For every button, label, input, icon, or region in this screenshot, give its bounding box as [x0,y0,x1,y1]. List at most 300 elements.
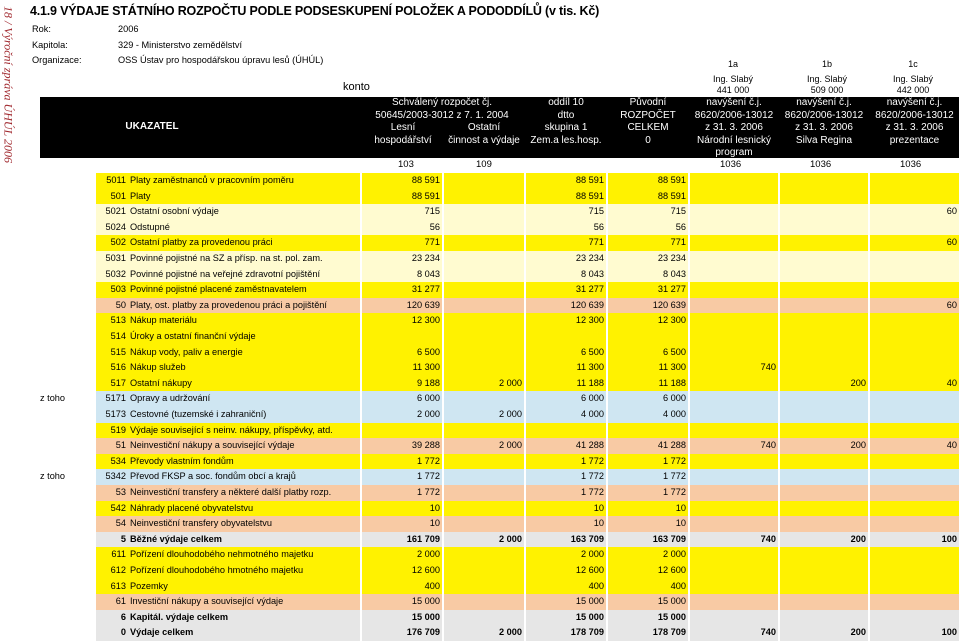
cell-c103: 88 591 [411,175,440,185]
cell-a [690,579,776,595]
oddil-line4: Zem.a les.hosp. [530,134,602,146]
table-row [40,407,959,423]
cell-c103: 11 300 [412,362,440,373]
cell-puv: 12 300 [657,315,686,326]
row-label: Neinvestiční transfery obyvatelstvu [130,518,272,529]
row-code: 501 [110,190,126,201]
row-label: Neinvestiční nákupy a související výdaje [130,440,295,451]
cell-b [780,579,866,595]
cell-c109 [444,610,522,626]
cell-a [690,547,776,563]
cell-c: 40 [946,377,957,388]
cell-c [870,501,957,517]
row-code: 502 [110,237,126,248]
row-code: 5031 [105,253,126,263]
row-label: Nákup materiálu [130,315,197,326]
cell-c109 [444,579,522,595]
row-prefix [40,376,84,392]
cell-c103: 1 772 [417,455,440,466]
cell-a [690,220,776,236]
cell-b [780,235,866,251]
row-code: 5024 [105,221,126,232]
col-1a-line2: 8620/2006-13012 [694,109,774,121]
row-label: Neinvestiční transfery a některé další platby rozp. [130,487,332,497]
row-prefix [40,501,84,517]
meta-key: Rok: [32,24,51,34]
row-label: Pozemky [130,580,168,591]
row-prefix [40,423,84,439]
cell-b [780,469,866,485]
cell-c103: 2 000 [417,409,440,419]
cell-oddil: 120 639 [570,299,604,310]
col-1c-id: 1c [908,59,918,69]
row-prefix [40,173,84,189]
cell-oddil: 31 277 [575,284,604,295]
cell-oddil: 10 [593,502,604,513]
table-row [40,298,959,314]
cell-c [870,282,957,298]
table-row [40,360,959,376]
col-1a-line1: navýšení č.j. [706,97,762,108]
oddil-header [526,97,606,147]
row-label: Výdaje celkem [130,627,194,638]
cell-b: 200 [850,533,866,544]
cell-b [780,204,866,220]
cell-oddil: 4 000 [581,409,604,419]
table-row [40,423,959,439]
cell-c109: 2 000 [499,440,522,451]
row-code: 542 [110,502,126,513]
row-code: 5171 [105,393,126,404]
cell-a: 740 [760,627,776,638]
cell-c109 [444,485,522,501]
cell-c103: 15 000 [411,596,440,607]
cell-b [780,563,866,579]
col-1b-amount: 509 000 [810,85,844,95]
cell-oddil: 1 772 [581,471,604,482]
row-label: Ostatní osobní výdaje [130,206,219,217]
col-1b-name: Ing. Slabý [806,74,848,84]
row-code: 534 [110,455,126,466]
puvodni-line3: CELKEM [627,122,669,133]
table-row [40,235,959,251]
row-label: Odstupné [130,221,170,232]
row-label: Povinné pojistné na SZ a přísp. na st. pol. zam. [130,253,323,263]
konto-label: konto [343,81,370,93]
cell-oddil: 10 [593,518,604,529]
cell-puv: 10 [675,518,686,529]
side-caption [0,0,16,568]
meta-row [32,38,951,54]
cell-c109 [444,360,522,376]
cell-c103: 400 [424,580,440,591]
cell-b [780,360,866,376]
cell-c [870,485,957,501]
cell-puv: 12 600 [657,565,686,575]
cell-b [780,610,866,626]
row-code: 5032 [105,268,126,279]
cell-a [690,407,776,423]
cell-c109 [444,594,522,610]
row-label: Ostatní platby za provedenou práci [130,237,273,248]
row-prefix [40,282,84,298]
cell-c109 [444,189,522,205]
cell-c [870,360,957,376]
page-title: 4.1.9 VÝDAJE STÁTNÍHO ROZPOČTU PODLE PODSESKUPENÍ POLOŽEK A PODODDÍLŮ (v tis. Kč) [30,4,600,18]
row-prefix [40,516,84,532]
row-label: Běžné výdaje celkem [130,533,222,544]
col-1a-line4: Národní lesnický [697,134,771,146]
row-prefix [40,189,84,205]
cell-a [690,501,776,517]
meta-key: Organizace: [32,55,82,66]
row-prefix [40,235,84,251]
cell-puv: 23 234 [657,253,686,263]
cell-c [870,407,957,423]
row-prefix [40,329,84,345]
cell-c109 [444,220,522,236]
cell-a [690,329,776,345]
cell-c109 [444,298,522,314]
row-prefix [40,485,84,501]
row-prefix [40,298,84,314]
code-109: 109 [476,159,492,170]
cell-a [690,563,776,579]
cell-c [870,454,957,470]
cell-oddil: 12 600 [575,565,604,575]
row-prefix [40,313,84,329]
row-prefix [40,345,84,361]
cell-c109: 2 000 [499,627,522,638]
cell-oddil [526,329,604,345]
cell-a [690,298,776,314]
row-code: 5011 [106,175,126,185]
ostatni-line1: Ostatní [467,122,501,133]
cell-b [780,313,866,329]
cell-puv: 88 591 [657,175,686,185]
cell-c109 [444,329,522,345]
cell-c109 [444,501,522,517]
cell-oddil: 11 300 [576,362,604,373]
table-row [40,189,959,205]
cell-c [870,329,957,345]
cell-c [870,610,957,626]
oddil-line3: skupina 1 [544,122,588,133]
row-code: 611 [111,549,126,560]
col-1a-header [690,97,778,160]
row-prefix [40,532,84,548]
table-row [40,485,959,501]
col-1b-line4: Silva Regina [795,134,853,146]
row-code: 51 [115,440,126,451]
col-1b-header [780,97,868,147]
row-prefix: z toho [40,471,66,482]
col-1c-name: Ing. Slabý [892,74,934,84]
cell-puv: 771 [670,237,686,248]
col-1b-line3: z 31. 3. 2006 [795,122,853,133]
schvaleny-line1: Schválený rozpočet čj. [391,97,493,108]
oddil-line1: oddíl 10 [548,97,584,108]
table-row [40,438,959,454]
cell-puv: 41 288 [657,440,686,451]
cell-c109 [444,251,522,267]
cell-puv: 1 772 [663,487,686,497]
schvaleny-line2: 50645/2003-3012 z 7. 1. 2004 [375,109,509,121]
table-row [40,501,959,517]
cell-b [780,391,866,407]
cell-oddil: 88 591 [575,175,604,185]
cell-c [870,579,957,595]
cell-b [780,329,866,345]
row-label: Pořízení dlouhodobého hmotného majetku [130,565,304,575]
schvaleny-header [362,97,522,122]
row-prefix [40,267,84,283]
row-prefix [40,563,84,579]
meta-key: Kapitola: [32,39,68,50]
cell-puv: 163 709 [652,533,686,544]
row-label: Platy zaměstnanců v pracovním poměru [130,175,294,185]
table-row [40,204,959,220]
row-label: Převod FKSP a soc. fondům obcí a krajů [130,471,296,482]
cell-a [690,204,776,220]
cell-puv: 11 188 [658,377,686,388]
cell-a [690,610,776,626]
col-1b-head [802,59,852,96]
table-row [40,610,959,626]
row-prefix [40,220,84,236]
cell-b [780,251,866,267]
row-code: 5021 [105,206,126,217]
row-label: Náhrady placené obyvatelstvu [130,502,254,513]
cell-b [780,516,866,532]
cell-a: 740 [760,362,776,373]
puvodni-header [608,97,688,147]
cell-c103: 88 591 [411,190,440,201]
table-row [40,594,959,610]
cell-oddil: 771 [588,237,604,248]
cell-c: 100 [941,627,957,638]
col-1c-amount: 442 000 [896,85,930,95]
row-code: 50 [115,299,126,310]
code-row [40,158,959,171]
col-1a-amount: 441 000 [716,85,750,95]
cell-c109 [444,516,522,532]
row-prefix [40,547,84,563]
cell-c: 60 [946,237,957,248]
table-row [40,391,959,407]
cell-b [780,189,866,205]
cell-c109 [444,345,522,361]
cell-c [870,251,957,267]
row-prefix [40,610,84,626]
cell-b [780,501,866,517]
cell-c [870,516,957,532]
cell-c109 [444,391,522,407]
cell-c103: 2 000 [417,549,440,560]
puvodni-line2: ROZPOČET [620,109,676,121]
col-1a-id: 1a [727,59,738,69]
row-code: 514 [110,331,126,341]
cell-oddil: 23 234 [575,253,604,263]
row-label: Pořízení dlouhodobého nehmotného majetku [130,549,314,560]
cell-a [690,267,776,283]
cell-b [780,298,866,314]
row-code: 0 [120,627,126,638]
ostatni-line2: činnost a výdaje [448,134,520,146]
cell-a [690,391,776,407]
cell-c103: 10 [429,502,440,513]
row-prefix [40,360,84,376]
cell-oddil: 6 500 [581,346,604,357]
table-row [40,313,959,329]
cell-b [780,423,866,439]
cell-oddil: 15 000 [575,596,604,607]
cell-puv: 715 [670,206,686,217]
cell-a [690,376,776,392]
cell-c109: 2 000 [499,409,522,419]
table-row [40,469,959,485]
cell-c: 60 [946,299,957,310]
cell-c103: 1 772 [417,471,440,482]
col-1c-line3: z 31. 3. 2006 [885,122,944,133]
table-row [40,251,959,267]
col-1c-line1: navýšení č.j. [886,97,943,108]
row-code: 5342 [105,471,126,482]
cell-a [690,594,776,610]
puvodni-line4: 0 [645,134,651,146]
code-103: 103 [398,159,414,170]
table-row [40,376,959,392]
cell-oddil: 12 300 [575,315,604,326]
cell-a [690,282,776,298]
cell-c103: 6 000 [417,393,440,404]
row-code: 503 [110,284,126,295]
row-prefix [40,594,84,610]
col-1a-head [708,59,758,96]
cell-puv: 56 [675,221,686,232]
lesni-line2: hospodářství [374,134,432,146]
ukazatel-header: UKAZATEL [125,121,179,132]
col-1c-head [888,59,938,96]
cell-a [690,485,776,501]
cell-puv: 1 772 [663,455,686,466]
cell-c109 [444,313,522,329]
cell-a [690,251,776,267]
cell-oddil: 8 043 [581,268,604,279]
cell-oddil: 163 709 [570,533,604,544]
cell-c109 [444,267,522,283]
cell-puv: 15 000 [657,596,686,607]
cell-puv: 11 300 [658,362,686,373]
cell-b: 200 [850,627,866,638]
cell-c103 [362,329,440,345]
table-row [40,563,959,579]
cell-oddil: 715 [588,206,604,217]
cell-c [870,547,957,563]
cell-a [690,173,776,189]
table-row [40,329,959,345]
row-label: Úroky a ostatní finanční výdaje [130,331,256,341]
cell-c109: 2 000 [499,533,522,544]
row-prefix [40,204,84,220]
puvodni-line1: Původní [629,97,667,108]
cell-c109 [444,469,522,485]
row-code: 6 [120,611,126,622]
col-1c-line4: prezentace [889,134,940,146]
code-1b: 1036 [810,159,832,170]
cell-puv: 178 709 [652,627,686,638]
cell-puv [608,329,686,345]
row-prefix [40,438,84,454]
cell-c103: 31 277 [411,284,440,295]
row-code: 61 [115,596,126,607]
cell-c [870,313,957,329]
cell-b [780,345,866,361]
row-label: Cestovné (tuzemské i zahraniční) [130,409,267,419]
cell-c: 40 [946,440,957,451]
cell-c103: 6 500 [417,346,440,357]
cell-puv: 10 [675,502,686,513]
cell-c103 [362,423,440,439]
row-label: Opravy a udržování [130,393,211,404]
row-prefix: z toho [40,393,66,404]
row-label: Nákup služeb [130,362,186,373]
cell-c103: 715 [424,206,440,217]
col-1a-name: Ing. Slabý [712,74,754,84]
row-code: 613 [110,580,126,591]
meta-value: 329 - Ministerstvo zemědělství [118,39,243,50]
cell-c103: 12 600 [411,565,440,575]
row-code: 53 [115,487,126,497]
cell-puv: 1 772 [663,471,686,482]
cell-a [690,189,776,205]
cell-b [780,220,866,236]
cell-oddil: 15 000 [575,611,604,622]
cell-oddil: 178 709 [570,627,604,638]
table-row [40,532,959,548]
cell-puv: 8 043 [663,268,686,279]
row-code: 516 [110,362,126,373]
cell-a: 740 [760,533,776,544]
table-row [40,454,959,470]
row-code: 513 [110,315,126,326]
table-row [40,547,959,563]
cell-c: 60 [946,206,957,217]
cell-c103: 771 [424,237,440,248]
cell-b [780,267,866,283]
table-row [40,267,959,283]
table-row [40,173,959,189]
cell-b [780,282,866,298]
ostatni-header [444,122,524,147]
col-1c-line2: 8620/2006-13012 [875,109,954,121]
row-code: 612 [110,565,126,575]
cell-a [690,423,776,439]
row-prefix [40,251,84,267]
cell-c103: 120 639 [406,299,440,310]
cell-b [780,547,866,563]
col-1a-line3: z 31. 3. 2006 [705,122,763,133]
cell-puv: 6 000 [663,393,686,404]
cell-c109 [444,423,522,439]
cell-c103: 176 709 [406,627,440,638]
cell-c103: 12 300 [411,315,440,326]
cell-c [870,189,957,205]
row-label: Povinné pojistné na veřejné zdravotní pojištění [130,268,320,279]
table-row [40,579,959,595]
cell-c109 [444,204,522,220]
cell-puv: 6 500 [663,346,686,357]
